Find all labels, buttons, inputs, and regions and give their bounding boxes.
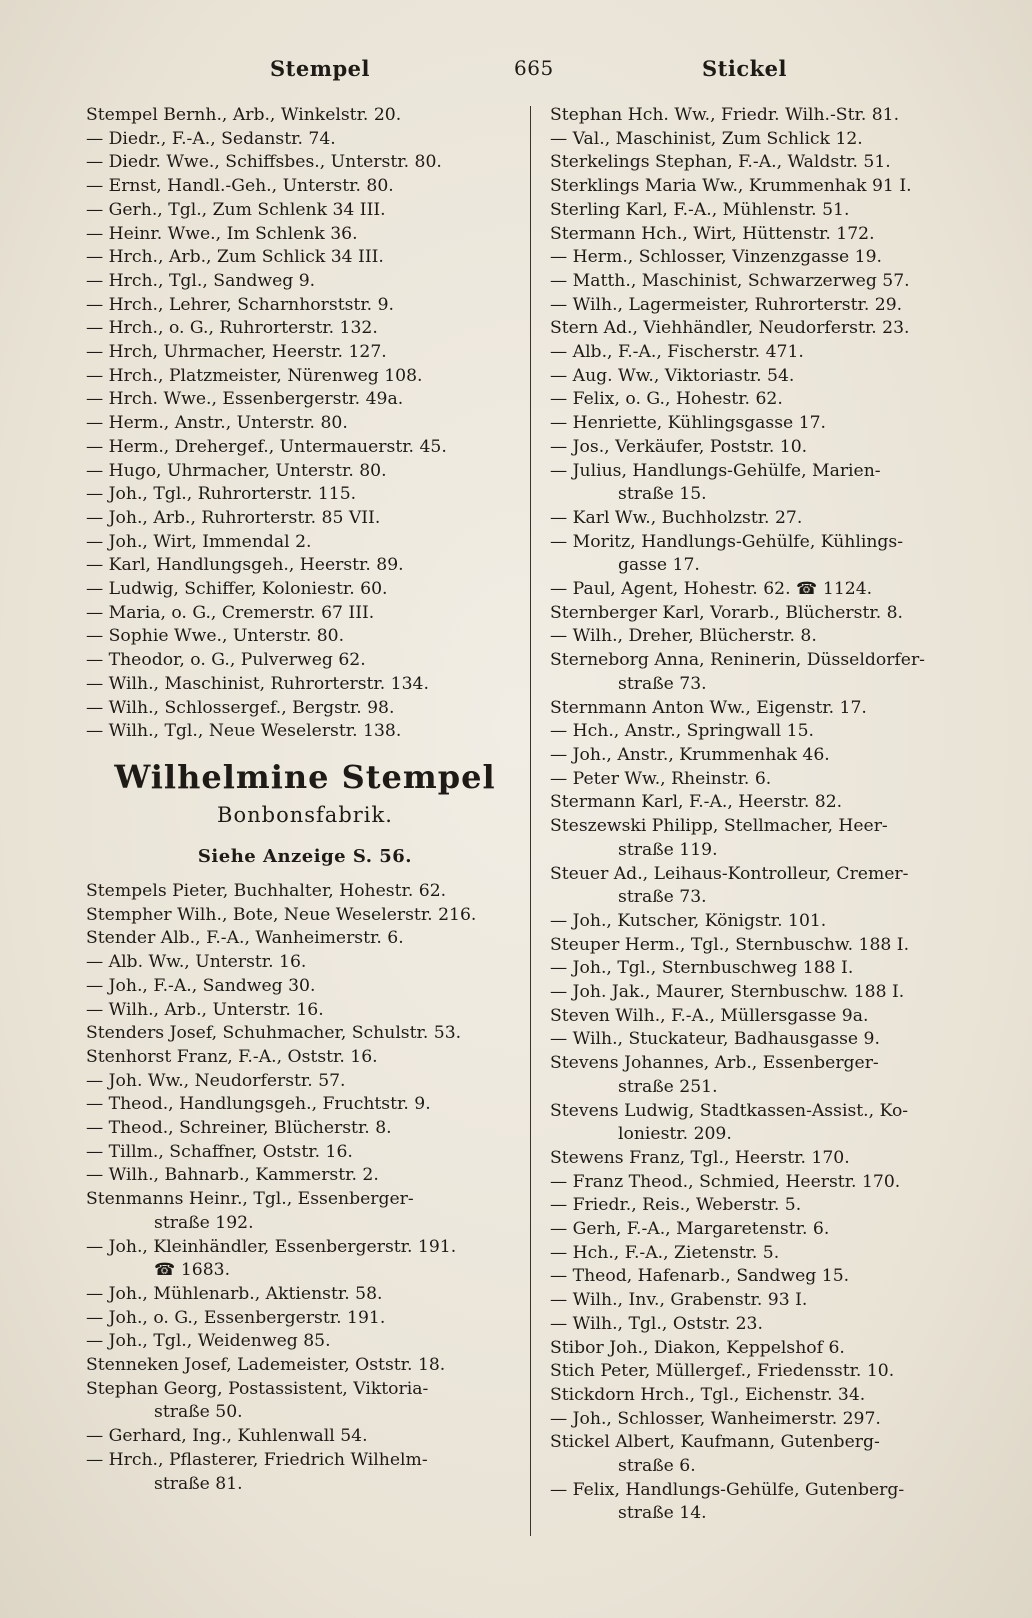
entry-text: Stevens Johannes, Arb., Essenberger- — [550, 1053, 879, 1074]
entry-text: — Wilh., Inv., Grabenstr. 93 I. — [550, 1290, 808, 1311]
entry-text: — Wilh., Arb., Unterstr. 16. — [86, 999, 324, 1020]
entry-text: — Heinr. Wwe., Im Schlenk 36. — [86, 223, 358, 244]
directory-entry — [86, 531, 510, 555]
directory-entry — [86, 1449, 510, 1496]
directory-entry — [550, 1147, 982, 1171]
directory-entry — [86, 554, 510, 578]
ad-subtitle: Bonbonsfabrik. — [217, 802, 393, 827]
directory-entry — [550, 981, 982, 1005]
entry-text: — Henriette, Kühlingsgasse 17. — [550, 413, 827, 434]
entry-text: — Ernst, Handl.-Geh., Unterstr. 80. — [86, 176, 394, 197]
entry-text: Sternberger Karl, Vorarb., Blücherstr. 8. — [550, 602, 904, 623]
entry-text: — Tillm., Schaffner, Oststr. 16. — [86, 1141, 353, 1162]
entry-text: — Val., Maschinist, Zum Schlick 12. — [550, 128, 863, 149]
entry-text: Sternmann Anton Ww., Eigenstr. 17. — [550, 697, 867, 718]
directory-entry — [86, 175, 510, 199]
entry-text: — Hch., Anstr., Springwall 15. — [550, 721, 814, 742]
directory-entry — [86, 388, 510, 412]
directory-entry — [550, 625, 982, 649]
advertisement — [86, 754, 510, 870]
directory-entry — [550, 531, 982, 578]
directory-entry — [86, 1307, 510, 1331]
entry-text: Steuper Herm., Tgl., Sternbuschw. 188 I. — [550, 934, 910, 955]
entry-text: — Wilh., Schlossergef., Bergstr. 98. — [86, 697, 395, 718]
entry-text: — Hugo, Uhrmacher, Unterstr. 80. — [86, 460, 387, 481]
entry-continuation: straße 251. — [618, 1076, 718, 1097]
directory-entry — [550, 768, 982, 792]
entry-continuation: straße 73. — [618, 887, 707, 908]
entry-text: Stevens Ludwig, Stadtkassen-Assist., Ko- — [550, 1100, 909, 1121]
directory-entry — [86, 1046, 510, 1070]
entry-continuation: straße 50. — [154, 1402, 243, 1423]
entry-text: — Karl Ww., Buchholzstr. 27. — [550, 507, 803, 528]
entry-text: Stermann Karl, F.-A., Heerstr. 82. — [550, 792, 843, 813]
entry-text: Sterkelings Stephan, F.-A., Waldstr. 51. — [550, 152, 891, 173]
directory-entry — [550, 1194, 982, 1218]
ad-title: Wilhelmine Stempel — [114, 757, 496, 796]
directory-entry — [550, 294, 982, 318]
left-entries-b — [86, 880, 510, 1496]
directory-entry — [86, 927, 510, 951]
entry-text: — Joh. Ww., Neudorferstr. 57. — [86, 1070, 346, 1091]
entry-text: — Wilh., Tgl., Oststr. 23. — [550, 1313, 763, 1334]
directory-entry — [550, 934, 982, 958]
directory-entry — [86, 128, 510, 152]
entry-text: — Wilh., Tgl., Neue Weselerstr. 138. — [86, 721, 402, 742]
header-left-keyword: Stempel — [270, 56, 370, 81]
directory-entry — [86, 673, 510, 697]
entry-text: — Wilh., Maschinist, Ruhrorterstr. 134. — [86, 673, 429, 694]
directory-entry — [86, 199, 510, 223]
entry-continuation: straße 192. — [154, 1212, 254, 1233]
page-number: 665 — [514, 56, 554, 80]
entry-text: — Hch., F.-A., Zietenstr. 5. — [550, 1242, 780, 1263]
entry-text: — Hrch., Tgl., Sandweg 9. — [86, 270, 316, 291]
ad-note: Siehe Anzeige S. 56. — [197, 845, 413, 867]
left-column — [86, 104, 510, 1496]
directory-entry — [550, 1052, 982, 1099]
directory-entry — [550, 317, 982, 341]
directory-entry — [550, 1313, 982, 1337]
entry-continuation: straße 73. — [618, 673, 707, 694]
directory-entry — [550, 365, 982, 389]
directory-entry — [550, 744, 982, 768]
directory-entry — [86, 1022, 510, 1046]
directory-entry — [86, 412, 510, 436]
entry-text: — Paul, Agent, Hohestr. 62. ☎ 1124. — [550, 579, 873, 600]
entry-text: — Gerh, F.-A., Margaretenstr. 6. — [550, 1219, 830, 1240]
entry-text: — Hrch., Platzmeister, Nürenweg 108. — [86, 365, 423, 386]
directory-entry — [550, 175, 982, 199]
directory-entry — [86, 697, 510, 721]
directory-entry — [86, 1070, 510, 1094]
directory-entry — [550, 128, 982, 152]
entry-text: — Theod., Schreiner, Blücherstr. 8. — [86, 1118, 392, 1139]
entry-text: — Diedr. Wwe., Schiffsbes., Unterstr. 80. — [86, 152, 442, 173]
directory-entry — [86, 151, 510, 175]
entry-text: — Gerh., Tgl., Zum Schlenk 34 III. — [86, 199, 386, 220]
entry-text: — Jos., Verkäufer, Poststr. 10. — [550, 436, 808, 457]
directory-entry — [550, 1171, 982, 1195]
directory-entry — [550, 199, 982, 223]
header-right-keyword: Stickel — [702, 56, 788, 81]
directory-entry — [86, 1236, 510, 1283]
directory-entry — [550, 1384, 982, 1408]
entry-text: Stenhorst Franz, F.-A., Oststr. 16. — [86, 1046, 378, 1067]
entry-text: — Wilh., Lagermeister, Ruhrorterstr. 29. — [550, 294, 903, 315]
directory-entry — [86, 270, 510, 294]
entry-text: — Felix, Handlungs-Gehülfe, Gutenberg- — [550, 1479, 905, 1500]
directory-entry — [86, 483, 510, 507]
entry-text: — Joh., Schlosser, Wanheimerstr. 297. — [550, 1408, 881, 1429]
directory-entry — [550, 815, 982, 862]
entry-text: — Aug. Ww., Viktoriastr. 54. — [550, 365, 795, 386]
entry-text: Stender Alb., F.-A., Wanheimerstr. 6. — [86, 928, 404, 949]
directory-entry — [550, 341, 982, 365]
entry-text: Sterneborg Anna, Reninerin, Düsseldorfer- — [550, 650, 925, 671]
entry-continuation: straße 81. — [154, 1473, 243, 1494]
directory-entry — [550, 412, 982, 436]
directory-entry — [550, 460, 982, 507]
entry-text: Stern Ad., Viehhändler, Neudorferstr. 23. — [550, 318, 910, 339]
entry-text: — Herm., Anstr., Unterstr. 80. — [86, 413, 348, 434]
directory-entry — [86, 294, 510, 318]
directory-entry — [550, 246, 982, 270]
entry-text: — Theod, Hafenarb., Sandweg 15. — [550, 1266, 850, 1287]
directory-entry — [86, 246, 510, 270]
entry-text: — Joh., Tgl., Ruhrorterstr. 115. — [86, 484, 357, 505]
entry-text: — Wilh., Bahnarb., Kammerstr. 2. — [86, 1165, 379, 1186]
directory-entry — [86, 1164, 510, 1188]
directory-entry — [550, 1408, 982, 1432]
directory-entry — [550, 1431, 982, 1478]
directory-entry — [86, 1141, 510, 1165]
page-header — [80, 56, 980, 86]
directory-entry — [86, 436, 510, 460]
entry-text: — Joh., o. G., Essenbergerstr. 191. — [86, 1307, 386, 1328]
directory-entry — [86, 625, 510, 649]
directory-entry — [86, 1188, 510, 1235]
directory-entry — [550, 791, 982, 815]
entry-text: — Herm., Schlosser, Vinzenzgasse 19. — [550, 247, 882, 268]
entry-text: Stephan Hch. Ww., Friedr. Wilh.-Str. 81. — [550, 105, 900, 125]
entry-text: — Alb., F.-A., Fischerstr. 471. — [550, 342, 804, 363]
directory-entry — [86, 1330, 510, 1354]
entry-text: — Theod., Handlungsgeh., Fruchtstr. 9. — [86, 1094, 431, 1115]
directory-entry — [86, 904, 510, 928]
entry-text: Stermann Hch., Wirt, Hüttenstr. 172. — [550, 223, 875, 244]
directory-entry — [86, 602, 510, 626]
entry-text: — Gerhard, Ing., Kuhlenwall 54. — [86, 1426, 368, 1447]
directory-entry — [550, 1337, 982, 1361]
entry-text: Steven Wilh., F.-A., Müllersgasse 9a. — [550, 1005, 869, 1026]
entry-continuation: ☎ 1683. — [154, 1260, 231, 1281]
directory-entry — [550, 1005, 982, 1029]
entry-text: — Matth., Maschinist, Schwarzerweg 57. — [550, 270, 910, 291]
entry-text: — Joh. Jak., Maurer, Sternbuschw. 188 I. — [550, 982, 905, 1003]
directory-entry — [86, 720, 510, 744]
entry-text: — Joh., Wirt, Immendal 2. — [86, 531, 312, 552]
entry-text: — Joh., Arb., Ruhrorterstr. 85 VII. — [86, 507, 381, 528]
directory-entry — [86, 1117, 510, 1141]
entry-text: Stibor Joh., Diakon, Keppelshof 6. — [550, 1337, 845, 1358]
directory-entry — [550, 1218, 982, 1242]
entry-text: Stenmanns Heinr., Tgl., Essenberger- — [86, 1189, 414, 1210]
directory-entry — [86, 1378, 510, 1425]
directory-entry — [86, 365, 510, 389]
entry-text: — Franz Theod., Schmied, Heerstr. 170. — [550, 1171, 901, 1192]
entry-continuation: loniestr. 209. — [618, 1124, 732, 1145]
entry-text: Stickdorn Hrch., Tgl., Eichenstr. 34. — [550, 1384, 866, 1405]
directory-entry — [550, 720, 982, 744]
entry-text: Stephan Georg, Postassistent, Viktoria- — [86, 1378, 429, 1399]
directory-entry — [550, 578, 982, 602]
entry-text: — Hrch, Uhrmacher, Heerstr. 127. — [86, 342, 387, 363]
entry-text: — Moritz, Handlungs-Gehülfe, Kühlings- — [550, 531, 904, 552]
entry-text: — Hrch., o. G., Ruhrorterstr. 132. — [86, 318, 378, 339]
entry-text: — Herm., Drehergef., Untermauerstr. 45. — [86, 436, 447, 457]
column-divider — [530, 106, 531, 1536]
entry-text: — Hrch., Pflasterer, Friedrich Wilhelm- — [86, 1449, 428, 1470]
entry-text: — Peter Ww., Rheinstr. 6. — [550, 768, 772, 789]
directory-entry — [550, 1479, 982, 1526]
directory-entry — [550, 957, 982, 981]
directory-entry — [550, 1360, 982, 1384]
entry-text: — Diedr., F.-A., Sedanstr. 74. — [86, 128, 336, 149]
directory-entry — [86, 507, 510, 531]
directory-entry — [86, 951, 510, 975]
entry-text: — Hrch. Wwe., Essenbergerstr. 49a. — [86, 389, 404, 410]
entry-text: — Joh., Tgl., Weidenweg 85. — [86, 1331, 331, 1352]
directory-entry — [86, 578, 510, 602]
directory-entry — [550, 697, 982, 721]
entry-text: — Wilh., Dreher, Blücherstr. 8. — [550, 626, 817, 647]
directory-entry — [550, 649, 982, 696]
directory-entry — [86, 341, 510, 365]
entry-text: Stenders Josef, Schuhmacher, Schulstr. 53. — [86, 1023, 462, 1044]
directory-entry — [86, 1354, 510, 1378]
entry-text: — Joh., Tgl., Sternbuschweg 188 I. — [550, 958, 854, 979]
entry-text: Stickel Albert, Kaufmann, Gutenberg- — [550, 1432, 880, 1453]
directory-entry — [550, 910, 982, 934]
entry-text: — Theodor, o. G., Pulverweg 62. — [86, 650, 366, 671]
right-entries — [550, 104, 982, 1526]
directory-entry — [550, 104, 982, 128]
directory-entry — [550, 1289, 982, 1313]
entry-text: Stewens Franz, Tgl., Heerstr. 170. — [550, 1147, 850, 1168]
entry-text: — Felix, o. G., Hohestr. 62. — [550, 389, 783, 410]
directory-entry — [550, 1100, 982, 1147]
directory-entry — [550, 270, 982, 294]
entry-text: Stich Peter, Müllergef., Friedensstr. 10. — [550, 1361, 895, 1382]
directory-entry — [86, 1283, 510, 1307]
directory-entry — [86, 317, 510, 341]
entry-text: — Joh., Kleinhändler, Essenbergerstr. 191. — [86, 1236, 457, 1257]
entry-continuation: gasse 17. — [618, 555, 700, 576]
directory-entry — [86, 104, 510, 128]
directory-entry — [86, 223, 510, 247]
entry-continuation: straße 14. — [618, 1503, 707, 1524]
directory-entry — [550, 1265, 982, 1289]
entry-text: — Joh., F.-A., Sandweg 30. — [86, 975, 316, 996]
directory-entry — [550, 151, 982, 175]
directory-entry — [550, 388, 982, 412]
entry-text: — Hrch., Arb., Zum Schlick 34 III. — [86, 247, 384, 268]
entry-text: Sterklings Maria Ww., Krummenhak 91 I. — [550, 176, 912, 197]
directory-entry — [550, 1242, 982, 1266]
entry-text: — Friedr., Reis., Weberstr. 5. — [550, 1195, 802, 1216]
entry-text: — Joh., Mühlenarb., Aktienstr. 58. — [86, 1283, 383, 1304]
entry-continuation: straße 15. — [618, 484, 707, 505]
entry-text: — Sophie Wwe., Unterstr. 80. — [86, 626, 345, 647]
entry-text: Stempels Pieter, Buchhalter, Hohestr. 62. — [86, 880, 447, 901]
directory-entry — [550, 863, 982, 910]
directory-entry — [86, 975, 510, 999]
entry-text: — Hrch., Lehrer, Scharnhorststr. 9. — [86, 294, 394, 315]
entry-text: Stempher Wilh., Bote, Neue Weselerstr. 216. — [86, 904, 477, 925]
directory-entry — [86, 880, 510, 904]
entry-text: Stempel Bernh., Arb., Winkelstr. 20. — [86, 105, 402, 125]
directory-entry — [86, 460, 510, 484]
entry-text: — Wilh., Stuckateur, Badhausgasse 9. — [550, 1029, 880, 1050]
entry-continuation: straße 119. — [618, 839, 718, 860]
directory-entry — [550, 436, 982, 460]
entry-text: — Alb. Ww., Unterstr. 16. — [86, 952, 307, 973]
directory-entry — [550, 1028, 982, 1052]
left-entries-a — [86, 104, 510, 744]
entry-text: Stenneken Josef, Lademeister, Oststr. 18. — [86, 1355, 446, 1376]
right-column — [550, 104, 982, 1526]
directory-entry — [86, 1425, 510, 1449]
entry-text: — Julius, Handlungs-Gehülfe, Marien- — [550, 460, 881, 481]
entry-text: Steuer Ad., Leihaus-Kontrolleur, Cremer- — [550, 863, 909, 884]
directory-entry — [550, 223, 982, 247]
entry-text: Sterling Karl, F.-A., Mühlenstr. 51. — [550, 199, 850, 220]
directory-entry — [550, 507, 982, 531]
entry-continuation: straße 6. — [618, 1456, 696, 1477]
directory-entry — [86, 1093, 510, 1117]
entry-text: — Joh., Kutscher, Königstr. 101. — [550, 910, 827, 931]
entry-text: — Maria, o. G., Cremerstr. 67 III. — [86, 602, 375, 623]
entry-text: — Joh., Anstr., Krummenhak 46. — [550, 744, 830, 765]
entry-text: Steszewski Philipp, Stellmacher, Heer- — [550, 816, 888, 837]
directory-entry — [86, 649, 510, 673]
entry-text: — Karl, Handlungsgeh., Heerstr. 89. — [86, 555, 404, 576]
entry-text: — Ludwig, Schiffer, Koloniestr. 60. — [86, 579, 388, 600]
directory-entry — [86, 999, 510, 1023]
directory-entry — [550, 602, 982, 626]
